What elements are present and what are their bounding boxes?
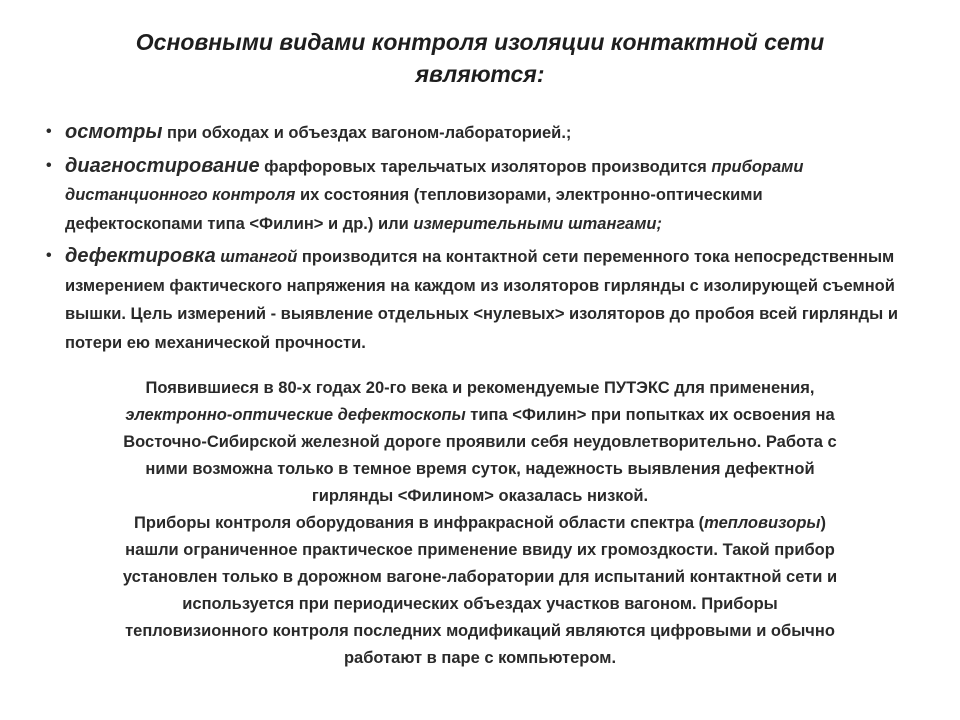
bullet-item-diagnostics	[44, 152, 904, 239]
title-line-1: Основными видами контроля изоляции контактной сети	[135, 29, 825, 55]
slide-title	[60, 26, 900, 90]
bullet-lead: диагностирование	[65, 154, 260, 177]
paragraph-line: используется при периодических объездах участков вагоном. Приборы	[182, 595, 778, 613]
bullet-text: фарфоровых тарельчатых изоляторов производится	[259, 157, 712, 176]
paragraph-line	[40, 402, 920, 429]
paragraph-text: типа <Филин> при попытках их освоения на	[465, 406, 835, 424]
bullet-lead: осмотры	[65, 121, 163, 143]
paragraph-line: установлен только в дорожном вагоне-лаборатории для испытаний контактной сети и	[122, 568, 838, 586]
paragraph-line: нашли ограниченное практическое применение ввиду их громоздкости. Такой прибор	[125, 541, 835, 559]
paragraph-line: тепловизионного контроля последних модификаций являются цифровыми и обычно	[125, 622, 835, 640]
paragraph-line: Восточно-Сибирской железной дороге проявили себя неудовлетворительно. Работа с	[123, 433, 837, 451]
paragraph-emphasis: тепловизоры	[704, 514, 821, 532]
paragraph-line: работают в паре с компьютером.	[343, 649, 617, 667]
bullet-text: производится на контактной сети переменного тока непосредственным измерением фактического напряжения на каждом из изоляторов гирлянды с изолирующей съемной вышки. Цель измерений - выявление отдельных <нулевых> изоляторов до пробоя всей гирлянды и потери ею механической прочности.	[65, 248, 898, 352]
bullet-emphasis: измерительными штангами;	[413, 214, 662, 233]
bullet-item-inspections	[44, 118, 904, 148]
bullet-dot-icon: •	[46, 247, 52, 264]
paragraph-line	[40, 510, 920, 537]
bullet-lead: дефектировка	[65, 245, 216, 267]
paragraph-line: ними возможна только в темное время суток, надежность выявления дефектной	[145, 460, 815, 478]
paragraph-filin	[40, 375, 920, 510]
bullet-emphasis: штангой	[215, 248, 298, 266]
bullet-dot-icon: •	[46, 123, 52, 140]
bullet-dot-icon: •	[46, 156, 52, 174]
paragraph-emphasis: электронно-оптические дефектоскопы	[125, 406, 466, 424]
bullet-text: их состояния (тепловизорами, электронно-оптическими дефектоскопами типа <Филин> и др.) или	[65, 186, 763, 233]
bullet-text: при обходах и объездах вагоном-лабораторией.;	[162, 124, 572, 142]
paragraph-text: Приборы контроля оборудования в инфракрасной области спектра (	[134, 514, 705, 532]
title-line-2: являются:	[415, 61, 545, 87]
bullet-emphasis: приборами дистанционного контроля	[65, 157, 804, 204]
paragraph-line: гирлянды <Филином> оказалась низкой.	[311, 487, 649, 505]
bullet-list	[44, 118, 904, 361]
paragraph-text: )	[820, 514, 826, 532]
paragraph-thermal-imagers	[40, 510, 920, 672]
paragraph-line: Появившиеся в 80-х годах 20-го века и рекомендуемые ПУТЭКС для применения,	[145, 379, 815, 397]
bullet-item-defect-detection	[44, 242, 904, 357]
